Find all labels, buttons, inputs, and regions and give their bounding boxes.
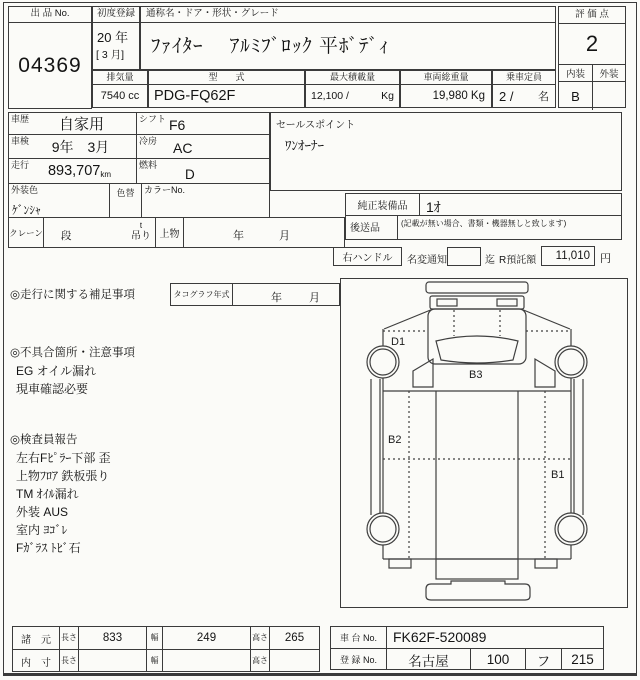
registration-number: 215 [571, 652, 594, 667]
aircon-label: 冷房 [139, 136, 158, 146]
score-box [558, 6, 626, 108]
registration-area: 名古屋 [387, 649, 471, 670]
deposit-value-box [541, 246, 595, 266]
yen-label: 円 [600, 253, 611, 265]
crane-lift-label: 吊り [131, 231, 151, 242]
lot-number-label: 出 品 No. [9, 7, 91, 23]
displacement-value: 7540 cc [100, 90, 140, 102]
first-registration-year: 20 年 [97, 30, 129, 45]
inner-width-value [163, 650, 251, 672]
vehicle-name-box [140, 6, 556, 70]
max-load-label: 最大積載量 [306, 71, 399, 85]
body-structure-label: 上物 [156, 218, 184, 247]
fuel-cell [136, 158, 270, 184]
mileage-unit: km [100, 170, 112, 179]
first-registration-month: [ 3 月] [96, 49, 125, 61]
crane-lift-t: t [139, 221, 143, 230]
inspection-cell [8, 134, 137, 159]
vehicle-name-value: ﾌｧｲﾀｰ ｱﾙﾐﾌﾞﾛｯｸ 平ﾎﾞﾃﾞｨ [151, 36, 390, 57]
mileage-note-title: ◎走行に関する補足事項 [10, 289, 136, 301]
inner-length-value [79, 650, 147, 672]
dims-row-label: 諸 元 [13, 627, 60, 649]
body-color-label: 外装色 [11, 185, 39, 195]
chassis-reg-table [330, 626, 604, 670]
length-label: 長さ [60, 650, 79, 672]
inspector-item: Fｶﾞﾗｽ ﾄﾋﾞ石 [16, 541, 81, 555]
chassis-value: FK62F-520089 [393, 629, 487, 645]
tachograph-label: タコグラフ年式 [171, 284, 233, 305]
diagram-label-b1: B1 [551, 469, 565, 481]
handle-box [333, 247, 402, 266]
capacity-box [492, 70, 556, 108]
name-change-label: 名変通知 [407, 255, 447, 266]
gross-weight-value: 19,980 Kg [432, 90, 485, 102]
score-label: 評 価 点 [559, 7, 625, 24]
crane-row [8, 217, 345, 248]
later-items-note-box [397, 215, 622, 240]
gross-weight-label: 車両総重量 [401, 71, 491, 85]
exterior-grade [593, 82, 625, 110]
mileage-value: 893,707 [47, 163, 101, 179]
body-color-value: ｹﾞﾝｼｬ [12, 205, 41, 217]
body-month-label: 月 [279, 230, 290, 242]
vehicle-name-header: 通称名・ドア・形状・グレード [141, 7, 555, 23]
registration-class: 100 [471, 649, 526, 670]
color-no-label: カラーNo. [144, 185, 186, 195]
diagram-label-d1: D1 [391, 336, 406, 348]
fuel-value: D [185, 167, 195, 182]
interior-grade: B [559, 82, 593, 110]
damage-diagram-box [340, 278, 628, 608]
equipment-value: 1ｵ [426, 199, 441, 215]
dims-width-value: 249 [163, 627, 251, 649]
equipment-value-box [419, 193, 622, 216]
repaint-label: 色替 [116, 188, 135, 198]
inspector-item: TM ｵｲﾙ漏れ [16, 487, 79, 501]
sales-point-label: セールスポイント [276, 120, 356, 131]
defect-item: 現車確認必要 [16, 382, 89, 396]
model-code-label: 型 式 [149, 71, 304, 85]
crane-lift-unit [131, 220, 151, 242]
defects-title: ◎不具合箇所・注意事項 [10, 347, 136, 359]
tachograph-year: 年 [271, 292, 282, 304]
later-items-label: 後送品 [350, 223, 380, 234]
truck-top-view-diagram [341, 279, 627, 607]
history-value: 自家用 [58, 116, 104, 133]
diagram-label-b3: B3 [469, 369, 483, 381]
mileage-cell [8, 158, 137, 184]
dimensions-table [12, 626, 320, 672]
max-load-unit: Kg [381, 90, 394, 102]
inner-height-value [270, 650, 319, 672]
length-label: 長さ [60, 627, 79, 649]
interior-label: 内装 [559, 65, 593, 81]
width-label: 幅 [147, 650, 163, 672]
tachograph-box [170, 283, 340, 306]
repaint-cell [109, 183, 142, 218]
deposit-value: 11,010 [555, 250, 590, 262]
first-registration-box [92, 6, 140, 70]
aircon-value: AC [173, 140, 193, 156]
lot-number-box [8, 6, 92, 109]
capacity-label: 乗車定員 [493, 71, 555, 85]
shift-value: F6 [169, 117, 186, 133]
inspector-item: 外装 AUS [16, 505, 69, 519]
color-no-cell [141, 183, 270, 218]
max-load-value: 12,100 / [311, 90, 349, 102]
name-change-value-box [447, 247, 481, 266]
first-registration-label: 初度登録 [93, 7, 139, 23]
height-label: 高さ [251, 627, 270, 649]
lot-number-value: 04369 [18, 54, 82, 77]
width-label: 幅 [147, 627, 163, 649]
shift-label: シフト [139, 114, 167, 124]
capacity-value: 2 / [499, 88, 514, 104]
tachograph-month: 月 [309, 292, 320, 304]
mileage-label: 走行 [11, 160, 30, 170]
equipment-label: 純正装備品 [357, 201, 408, 212]
chassis-label: 車 台 No. [331, 627, 387, 648]
shift-cell [136, 112, 270, 135]
later-items-note: (記載が無い場合、書類・機器無しと致します) [401, 219, 567, 228]
sales-point-value: ﾜﾝｵｰﾅｰ [285, 138, 324, 153]
crane-stage-label: 段 [61, 230, 72, 242]
inspector-title: ◎検査員報告 [10, 434, 78, 446]
displacement-box [92, 70, 148, 108]
height-label: 高さ [251, 650, 270, 672]
dims-length-value: 833 [79, 627, 147, 649]
capacity-unit: 名 [538, 91, 549, 103]
equipment-label-box [345, 193, 420, 216]
defect-item: EG オイル漏れ [16, 364, 97, 378]
inspection-label: 車検 [11, 136, 30, 146]
inspection-value: 9年 3月 [51, 138, 110, 155]
inspector-item: 室内 ﾖｺﾞﾚ [16, 523, 68, 537]
model-code-box [148, 70, 305, 108]
handle-value: 右ハンドル [342, 253, 393, 264]
later-items-label-box [345, 215, 398, 240]
fuel-label: 燃料 [139, 160, 158, 170]
aircon-cell [136, 134, 270, 159]
crane-label: クレーン [9, 218, 44, 247]
sales-point-box [270, 112, 622, 191]
inspector-item: 左右Fﾋﾟﾗｰ下部 歪 [16, 451, 111, 465]
until-label: 迄 [485, 255, 495, 266]
registration-kana: フ [526, 649, 562, 670]
dims-height-value: 265 [284, 632, 305, 644]
diagram-label-b2: B2 [388, 434, 402, 446]
history-cell [8, 112, 137, 135]
deposit-label: R預託額 [499, 255, 537, 266]
exterior-label: 外装 [599, 69, 619, 80]
body-year-label: 年 [233, 230, 244, 242]
registration-label: 登 録 No. [331, 649, 387, 670]
body-color-cell [8, 183, 110, 218]
score-value: 2 [559, 24, 625, 65]
inspector-item: 上物ﾌﾛｱ 鉄板張り [16, 469, 110, 483]
model-code-value: PDG-FQ62F [154, 88, 236, 104]
gross-weight-box [400, 70, 492, 108]
max-load-box [305, 70, 400, 108]
displacement-label: 排気量 [93, 71, 147, 85]
history-label: 車歴 [11, 114, 30, 124]
inner-row-label: 内 寸 [13, 650, 60, 672]
